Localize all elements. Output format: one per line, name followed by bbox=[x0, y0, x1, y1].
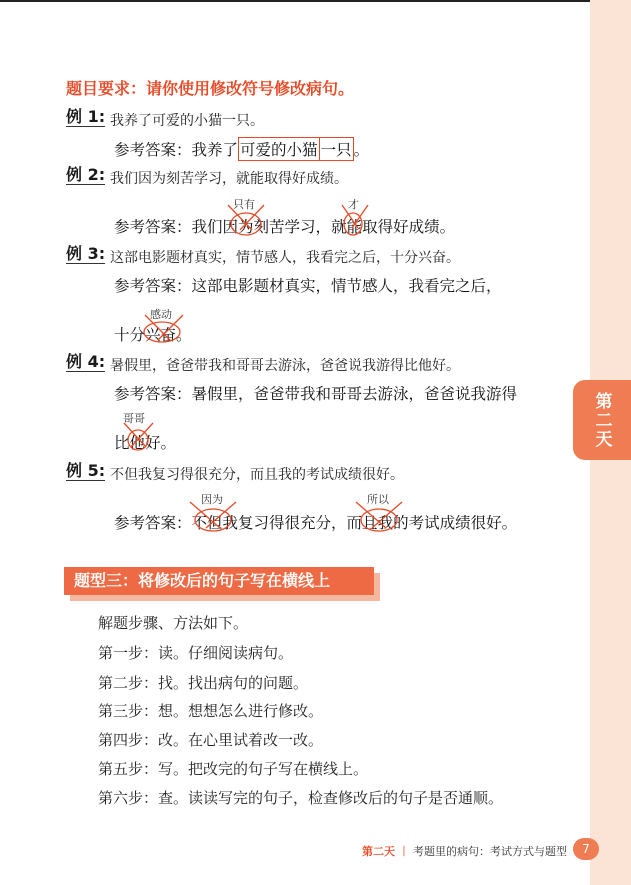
day-tab: 第二天 bbox=[573, 380, 631, 460]
footer-running-title bbox=[362, 843, 567, 859]
swap-box-2: 一只 bbox=[319, 137, 354, 161]
example-2-sentence: 我们因为刻苦学习，就能取得好成绩。 bbox=[110, 171, 348, 187]
section-banner: 题型三：将修改后的句子写在横线上 bbox=[64, 567, 374, 595]
requirement-heading: 题目要求：请你使用修改符号修改病句。 bbox=[66, 79, 355, 98]
answer-prefix: 参考答案： bbox=[114, 514, 192, 532]
correction-note: 感动 bbox=[150, 308, 172, 321]
example-1-label: 例 1: bbox=[66, 107, 106, 126]
answer-prefix: 参考答案： bbox=[114, 141, 192, 159]
marked-word: 因为 bbox=[222, 218, 254, 236]
example-2-label: 例 2: bbox=[66, 165, 106, 184]
example-3-label: 例 3: bbox=[66, 244, 106, 263]
example-5-sentence: 不但我复习得很充分，而且我的考试成绩很好。 bbox=[110, 467, 404, 483]
answer-text: 我复习得很充分， bbox=[222, 514, 347, 532]
answer-text: 我的考试成绩很好。 bbox=[377, 514, 518, 532]
answer-prefix: 参考答案： bbox=[114, 218, 192, 236]
correction-note: 只有 bbox=[233, 198, 255, 211]
step-5: 第五步：写。把改完的句子写在横线上。 bbox=[98, 760, 369, 778]
step-intro: 解题步骤、方法如下。 bbox=[98, 614, 249, 632]
footer-title: 考题里的病句：考试方式与题型 bbox=[413, 845, 567, 858]
answer-prefix: 参考答案： bbox=[114, 277, 192, 295]
answer-text: 暑假里，爸爸带我和哥哥去游泳，爸爸说我游得 bbox=[191, 385, 518, 403]
answer-text: 我们 bbox=[191, 218, 223, 236]
answer-text: 。 bbox=[353, 141, 370, 159]
step-1: 第一步：读。仔细阅读病句。 bbox=[98, 644, 294, 662]
correction-note: 哥哥 bbox=[123, 412, 145, 425]
example-4-label: 例 4: bbox=[66, 352, 106, 371]
step-2: 第二步：找。找出病句的问题。 bbox=[98, 674, 309, 692]
answer-text: 十分 bbox=[114, 326, 146, 344]
swap-box-1: 可爱的小猫 bbox=[238, 137, 320, 161]
correction-note: 所以 bbox=[367, 493, 389, 506]
answer-text: 比 bbox=[114, 434, 130, 452]
answer-text: 好。 bbox=[145, 434, 177, 452]
answer-text: 这部电影题材真实，情节感人，我看完之后， bbox=[191, 277, 502, 295]
footer-chapter: 第二天 bbox=[362, 845, 395, 858]
answer-text: 刻苦学习， bbox=[253, 218, 332, 236]
marked-word: 兴奋 bbox=[145, 326, 177, 344]
marked-word: 而且 bbox=[346, 514, 378, 532]
answer-text: 。 bbox=[176, 326, 192, 344]
answer-text: 我养了 bbox=[191, 141, 239, 159]
example-5-label: 例 5: bbox=[66, 461, 106, 480]
step-6: 第六步：查。读读写完的句子，检查修改后的句子是否通顺。 bbox=[98, 789, 504, 807]
marked-word: 他 bbox=[129, 434, 146, 452]
example-4-sentence: 暑假里，爸爸带我和哥哥去游泳，爸爸说我游得比他好。 bbox=[110, 358, 460, 374]
step-4: 第四步：改。在心里试着改一改。 bbox=[98, 731, 324, 749]
step-3: 第三步：想。想想怎么进行修改。 bbox=[98, 702, 324, 720]
correction-note: 才 bbox=[348, 198, 359, 211]
footer-separator: 丨 bbox=[398, 845, 410, 858]
answer-prefix: 参考答案： bbox=[114, 385, 192, 403]
page-number: 7 bbox=[573, 838, 599, 860]
example-3-sentence: 这部电影题材真实，情节感人，我看完之后，十分兴奋。 bbox=[110, 250, 460, 266]
example-1-sentence: 我养了可爱的小猫一只。 bbox=[110, 113, 264, 129]
correction-note: 因为 bbox=[201, 493, 223, 506]
answer-text: 能取得好成绩。 bbox=[346, 218, 456, 236]
marked-word: 不但 bbox=[191, 514, 223, 532]
marked-word: 就 bbox=[331, 218, 347, 236]
